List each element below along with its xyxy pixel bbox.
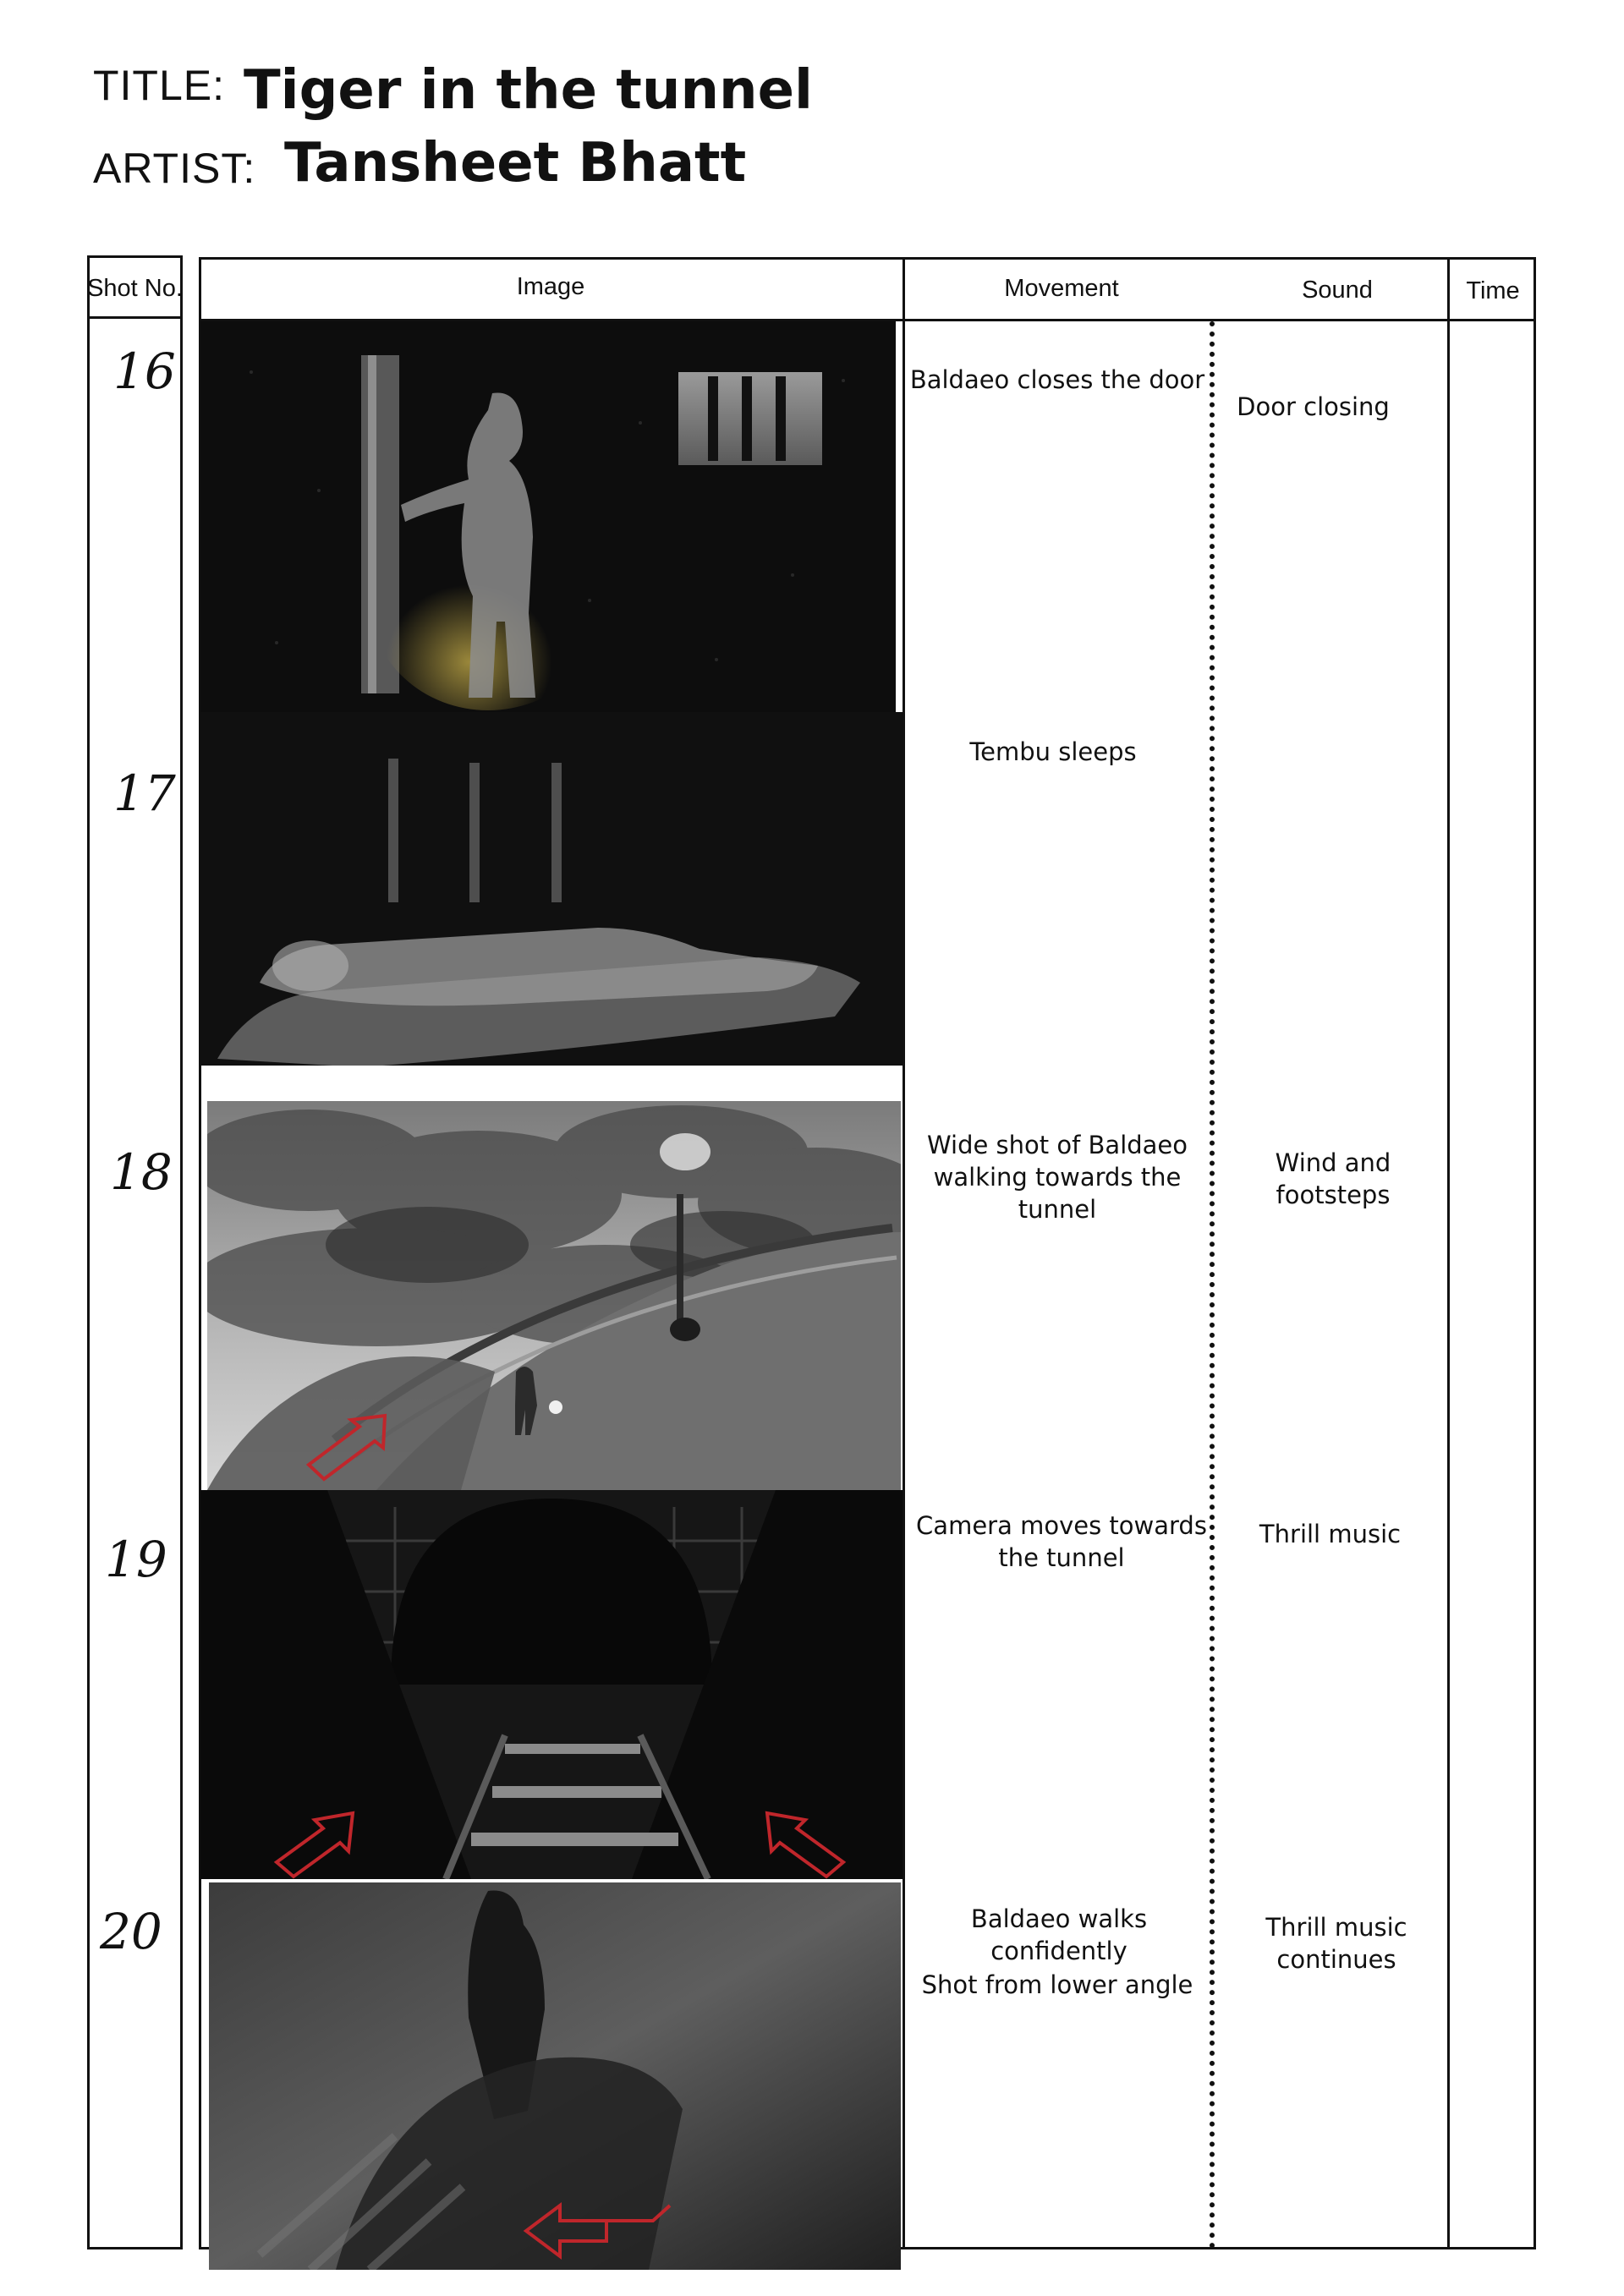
movement-text-secondary: Shot from lower angle: [921, 1970, 1193, 1999]
sketch-tunnel-tracks-icon: [200, 1490, 903, 1879]
sketch-sleeping-figure-icon: [200, 712, 903, 1066]
storyboard-image: [200, 1490, 903, 1879]
shot-no-header-divider: [87, 316, 183, 319]
time-header: Time: [1466, 277, 1520, 304]
movement-header: Movement: [1004, 275, 1119, 302]
shot-number: 17: [113, 764, 176, 822]
sound-time-divider: [1447, 257, 1450, 2249]
sound-header: Sound: [1302, 277, 1373, 304]
title-value: Tiger in the tunnel: [244, 59, 813, 122]
sound-text: Door closing: [1237, 392, 1390, 421]
sketch-door-closing-icon: [200, 321, 896, 712]
sound-text: Thrill music continues: [1265, 1913, 1407, 1974]
shot-number: 19: [105, 1531, 167, 1588]
movement-text: Baldaeo closes the door: [909, 365, 1205, 394]
movement-text: Camera moves towards the tunnel: [916, 1511, 1207, 1572]
storyboard-image: [200, 321, 896, 712]
movement-text: Tembu sleeps: [969, 737, 1137, 766]
sound-text: Wind and footsteps: [1275, 1148, 1391, 1209]
sound-text: Thrill music: [1259, 1520, 1402, 1548]
shot-no-header: Shot No.: [87, 275, 183, 302]
storyboard-image: [200, 712, 903, 1066]
shot-number: 18: [110, 1143, 173, 1201]
movement-text: Wide shot of Baldaeo walking towards the tunnel: [926, 1131, 1188, 1224]
storyboard-image: [207, 1101, 901, 1490]
storyboard-image: [209, 1882, 901, 2270]
title-label: TITLE:: [93, 62, 226, 109]
shot-number: 16: [113, 342, 176, 400]
movement-text: Baldaeo walks confidently: [970, 1904, 1148, 1965]
sketch-clouds-walking-icon: [207, 1101, 901, 1490]
shot-number: 20: [100, 1903, 162, 1960]
sketch-low-angle-figure-icon: [209, 1882, 901, 2270]
artist-label: ARTIST:: [93, 145, 256, 192]
artist-value: Tansheet Bhatt: [284, 132, 747, 195]
image-header: Image: [516, 273, 585, 300]
